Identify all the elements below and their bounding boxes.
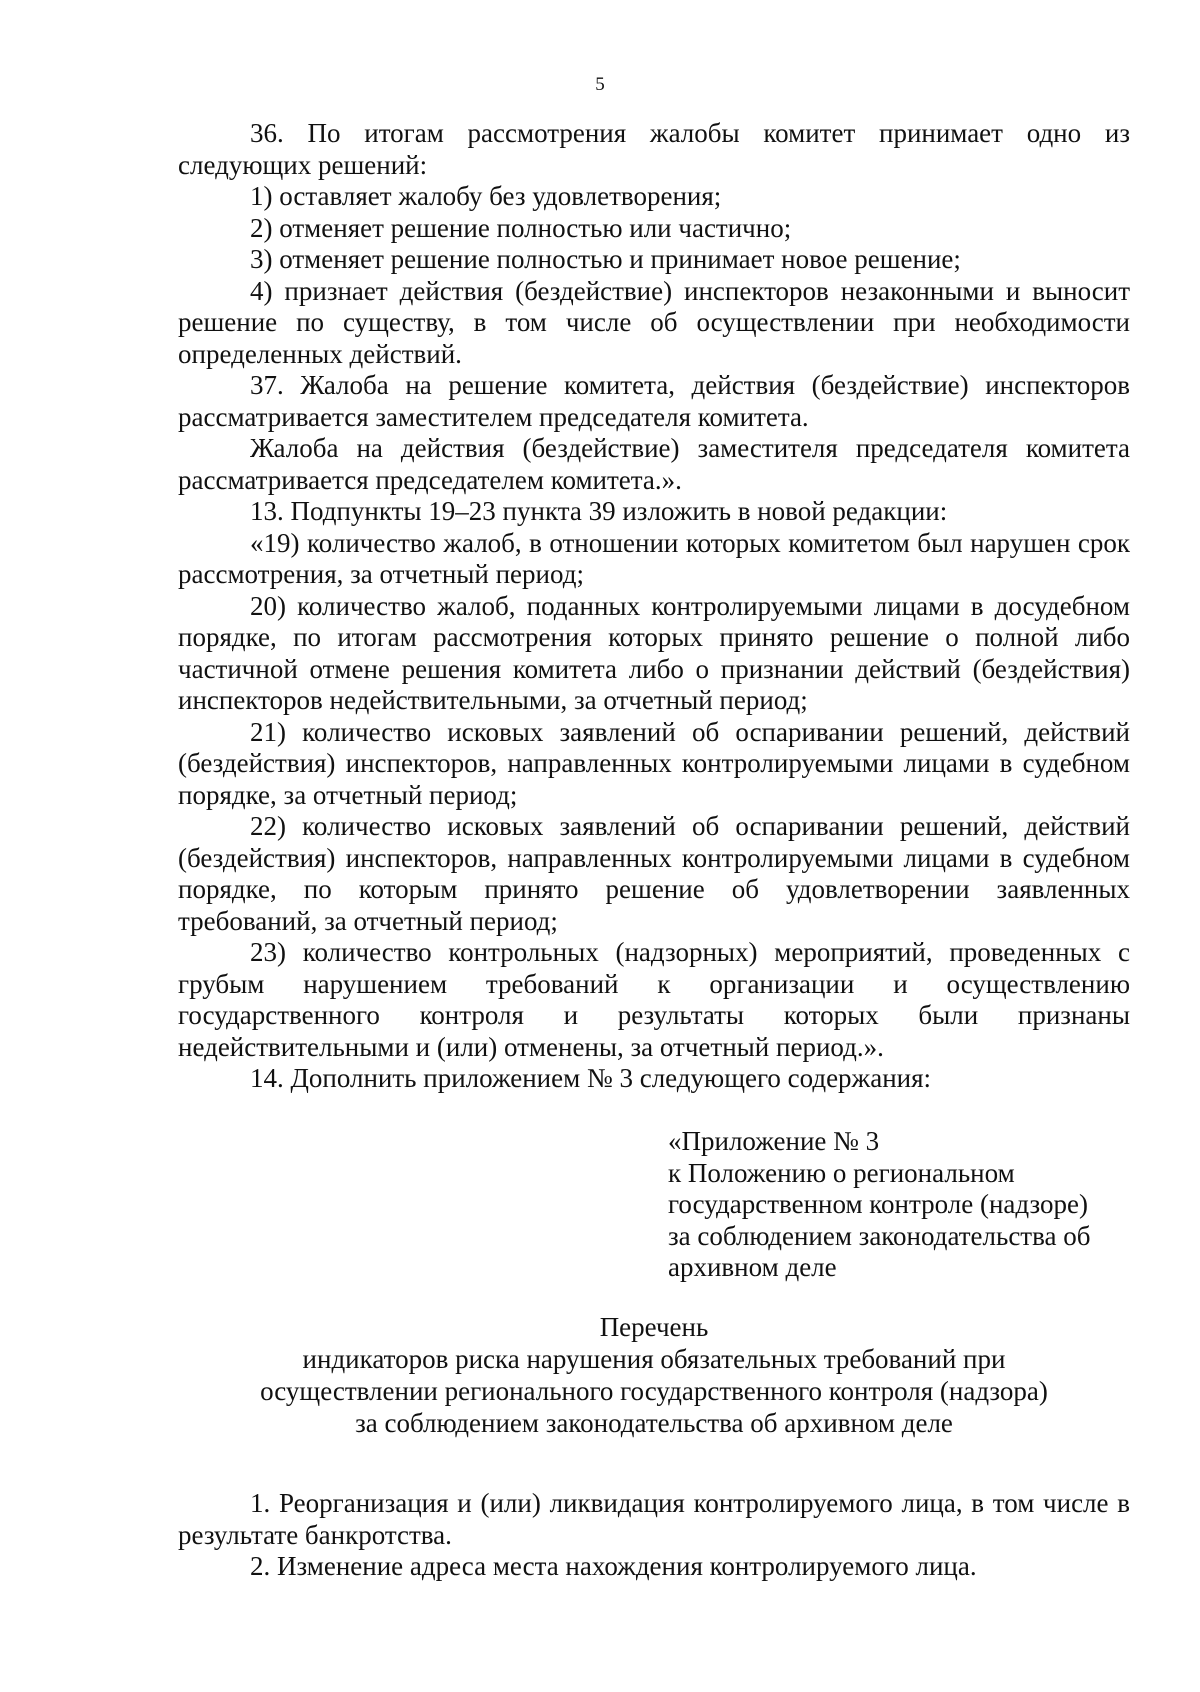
subitem-21: 21) количество исковых заявлений об оспаривании решений, действий (бездействия) инспекторов, направленных контролируемыми лицами в судебном порядке, за отчетный период;	[178, 716, 1130, 810]
appendix-ref-line: к Положению о региональном	[668, 1157, 1015, 1188]
list-title-line: за соблюдением законодательства об архивном деле	[355, 1408, 953, 1438]
subitem-22: 22) количество исковых заявлений об оспаривании решений, действий (бездействия) инспекторов, направленных контролируемыми лицами в судебном порядке, по которым принято решение об удовлетворении заявленных требований, за отчетный период;	[178, 811, 1130, 936]
appendix-ref-line: «Приложение № 3	[668, 1126, 880, 1156]
appendix-ref-line: государственном контроле (надзоре)	[668, 1189, 1088, 1219]
body-text	[178, 118, 1130, 1095]
appendix-ref-line: за соблюдением законодательства об	[668, 1220, 1091, 1251]
paragraph-36-item-3: 3) отменяет решение полностью и принимает новое решение;	[250, 244, 961, 274]
indicator-item: 2. Изменение адреса места нахождения контролируемого лица.	[250, 1551, 977, 1581]
appendix-ref-line: архивном деле	[668, 1252, 837, 1282]
subitem-20: 20) количество жалоб, поданных контролируемыми лицами в досудебном порядке, по итогам рассмотрения которых принято решение о полной либо частичной отмене решения комитета либо о признании действий (бездействия) инспекторов недействительными, за отчетный период;	[178, 590, 1130, 715]
risk-indicators-list	[178, 1488, 1130, 1583]
paragraph-36-item-4: 4) признает действия (бездействие) инспекторов незаконными и выносит решение по существу, в том числе об осуществлении при необходимости определенных действий.	[178, 275, 1130, 369]
paragraph-36: 36. По итогам рассмотрения жалобы комитет принимает одно из следующих решений:	[178, 118, 1130, 180]
list-title-line: осуществлении регионального государственного контроля (надзора)	[260, 1376, 1048, 1406]
paragraph-36-item-1: 1) оставляет жалобу без удовлетворения;	[250, 181, 722, 211]
paragraph-14: 14. Дополнить приложением № 3 следующего содержания:	[250, 1063, 932, 1093]
list-title-line: индикаторов риска нарушения обязательных требований при	[302, 1344, 1006, 1374]
list-title-word: Перечень	[599, 1312, 709, 1342]
page-number: 5	[595, 74, 605, 95]
indicator-item: 1. Реорганизация и (или) ликвидация контролируемого лица, в том числе в результате банкротства.	[178, 1488, 1130, 1550]
appendix-reference	[668, 1126, 1138, 1284]
paragraph-37: 37. Жалоба на решение комитета, действия (бездействие) инспекторов рассматривается заместителем председателя комитета.	[178, 370, 1130, 432]
paragraph-13: 13. Подпункты 19–23 пункта 39 изложить в новой редакции:	[250, 496, 948, 526]
paragraph-37-second: Жалоба на действия (бездействие) заместителя председателя комитета рассматривается председателем комитета.».	[178, 433, 1130, 495]
subitem-19: «19) количество жалоб, в отношении которых комитетом был нарушен срок рассмотрения, за отчетный период;	[178, 527, 1130, 589]
subitem-23: 23) количество контрольных (надзорных) мероприятий, проведенных с грубым нарушением требований к организации и осуществлению государственного контроля и результаты которых были признаны недействительными и (или) отменены, за отчетный период.».	[178, 937, 1130, 1062]
list-title	[178, 1311, 1130, 1439]
paragraph-36-item-2: 2) отменяет решение полностью или частично;	[250, 212, 792, 243]
